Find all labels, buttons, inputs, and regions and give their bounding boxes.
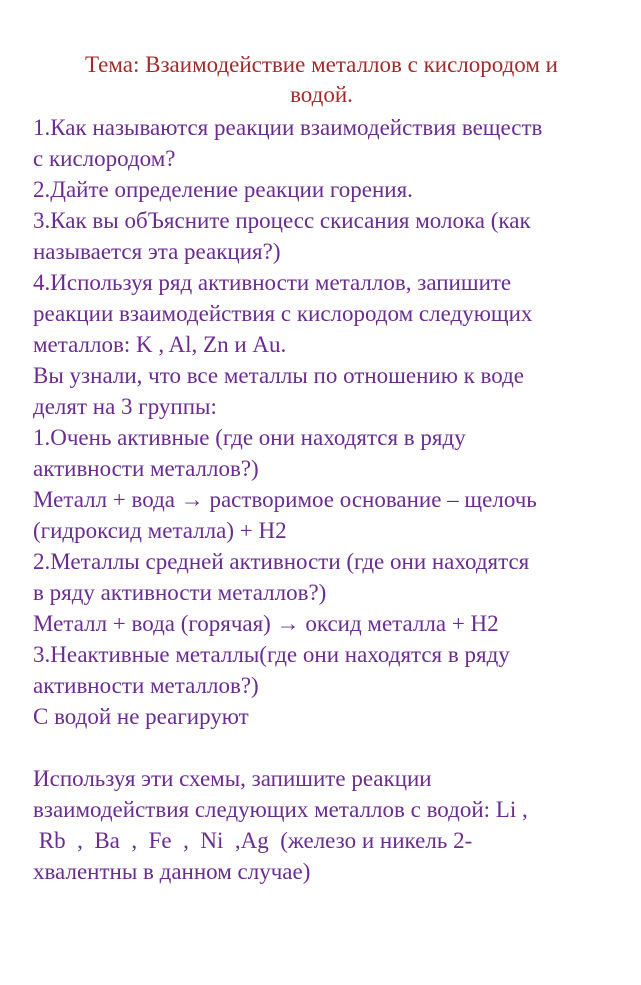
text-line: делят на 3 группы: — [33, 394, 217, 419]
text-line: в ряду активности металлов?) — [33, 580, 327, 605]
text-line: Металл + вода (горячая) → оксид металла + H2 — [33, 611, 499, 636]
text-line: 4.Используя ряд активности металлов, запишите — [33, 270, 512, 295]
text-line: Вы узнали, что все металлы по отношению к воде — [33, 363, 524, 388]
text-line: с кислородом? — [33, 146, 176, 171]
task-line: Rb , Ba , Fe , Ni ,Ag (железо и никель 2- — [33, 828, 473, 853]
text-line: металлов: K , Al, Zn и Au. — [33, 332, 287, 357]
text-line: 1.Очень активные (где они находятся в ряду — [33, 425, 466, 450]
task-line: взаимодействия следующих металлов с водой: Li , — [33, 797, 528, 822]
text-line: 2.Металлы средней активности (где они находятся — [33, 549, 530, 574]
text-line: реакции взаимодействия с кислородом следующих — [33, 301, 533, 326]
title-line-2: водой. — [290, 82, 353, 107]
text-line: активности металлов?) — [33, 673, 259, 698]
task-line: хвалентны в данном случае) — [33, 859, 311, 884]
task-line: Используя эти схемы, запишите реакции — [33, 766, 432, 791]
document-body — [33, 112, 618, 887]
text-line: 1.Как называются реакции взаимодействия веществ — [33, 115, 543, 140]
text-line: (гидроксид металла) + H2 — [33, 518, 287, 543]
page-title — [30, 50, 613, 110]
text-line: называется эта реакция?) — [33, 239, 281, 264]
text-line: Металл + вода → растворимое основание – щелочь — [33, 487, 537, 512]
text-line: активности металлов?) — [33, 456, 259, 481]
text-line: 3.Неактивные металлы(где они находятся в ряду — [33, 642, 510, 667]
text-line: 2.Дайте определение реакции горения. — [33, 177, 413, 202]
paragraph-gap — [33, 732, 618, 763]
text-line: 3.Как вы обЪясните процесс скисания молока (как — [33, 208, 531, 233]
text-line: С водой не реагируют — [33, 704, 249, 729]
title-line-1: Тема: Взаимодействие металлов с кислородом и — [85, 52, 558, 77]
